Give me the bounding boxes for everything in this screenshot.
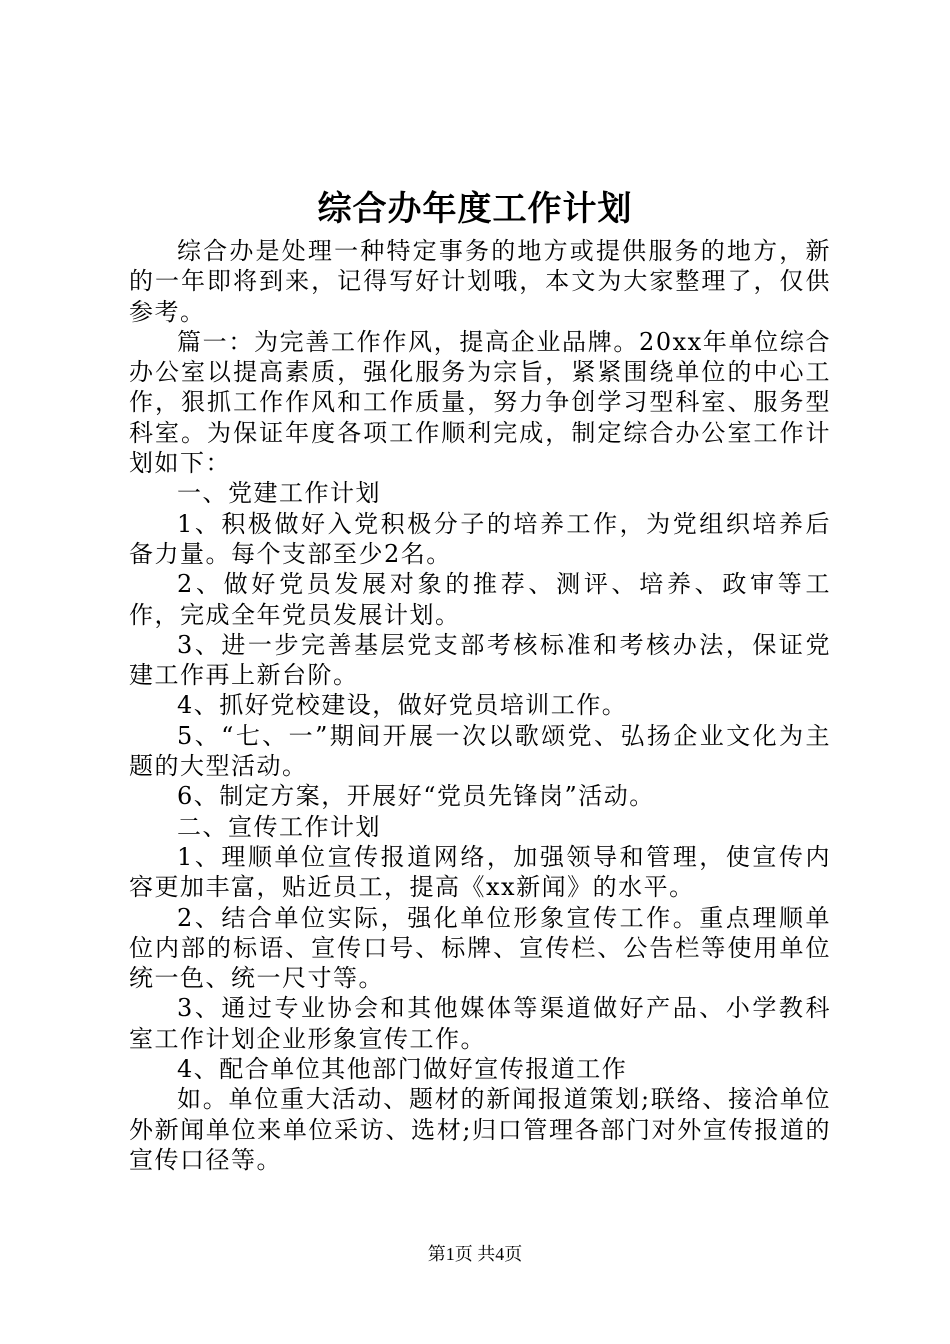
paragraph-intro: 综合办是处理一种特定事务的地方或提供服务的地方，新的一年即将到来，记得写好计划哦，本文为大家整理了，仅供参考。 xyxy=(129,237,831,326)
paragraph-part-one: 篇一：为完善工作作风，提高企业品牌。20xx年单位综合办公室以提高素质，强化服务为宗旨，紧紧围绕单位的中心工作，狠抓工作作风和工作质量，努力争创学习型科室、服务型科室。为保证年度各项工作顺利完成，制定综合办公室工作计划如下： xyxy=(129,327,831,478)
paragraph-example: 如。单位重大活动、题材的新闻报道策划;联络、接洽单位外新闻单位来单位采访、选材;归口管理各部门对外宣传报道的宣传口径等。 xyxy=(129,1085,831,1174)
list-item: 3、进一步完善基层党支部考核标准和考核办法，保证党建工作再上新台阶。 xyxy=(129,630,831,690)
list-item: 5、“七、一”期间开展一次以歌颂党、弘扬企业文化为主题的大型活动。 xyxy=(129,721,831,781)
section-heading-publicity: 二、宣传工作计划 xyxy=(177,812,381,841)
list-item: 4、配合单位其他部门做好宣传报道工作 xyxy=(177,1055,628,1084)
section-heading-party-building: 一、党建工作计划 xyxy=(177,479,381,508)
document-title: 综合办年度工作计划 xyxy=(317,189,633,229)
list-item: 1、理顺单位宣传报道网络，加强领导和管理，使宣传内容更加丰富，贴近员工，提高《xx新闻》的水平。 xyxy=(129,842,831,902)
list-item: 4、抓好党校建设，做好党员培训工作。 xyxy=(177,691,628,720)
list-item: 2、结合单位实际，强化单位形象宣传工作。重点理顺单位内部的标语、宣传口号、标牌、宣传栏、公告栏等使用单位统一色、统一尺寸等。 xyxy=(129,903,831,993)
list-item: 6、制定方案，开展好“党员先锋岗”活动。 xyxy=(177,782,655,811)
list-item: 2、做好党员发展对象的推荐、测评、培养、政审等工作，完成全年党员发展计划。 xyxy=(129,570,831,629)
list-item: 1、积极做好入党积极分子的培养工作，为党组织培养后备力量。每个支部至少2名。 xyxy=(129,509,831,568)
list-item: 3、通过专业协会和其他媒体等渠道做好产品、小学教科室工作计划企业形象宣传工作。 xyxy=(129,994,831,1053)
document-body xyxy=(129,236,831,1175)
page-footer: 第1页 共4页 xyxy=(427,1244,523,1264)
